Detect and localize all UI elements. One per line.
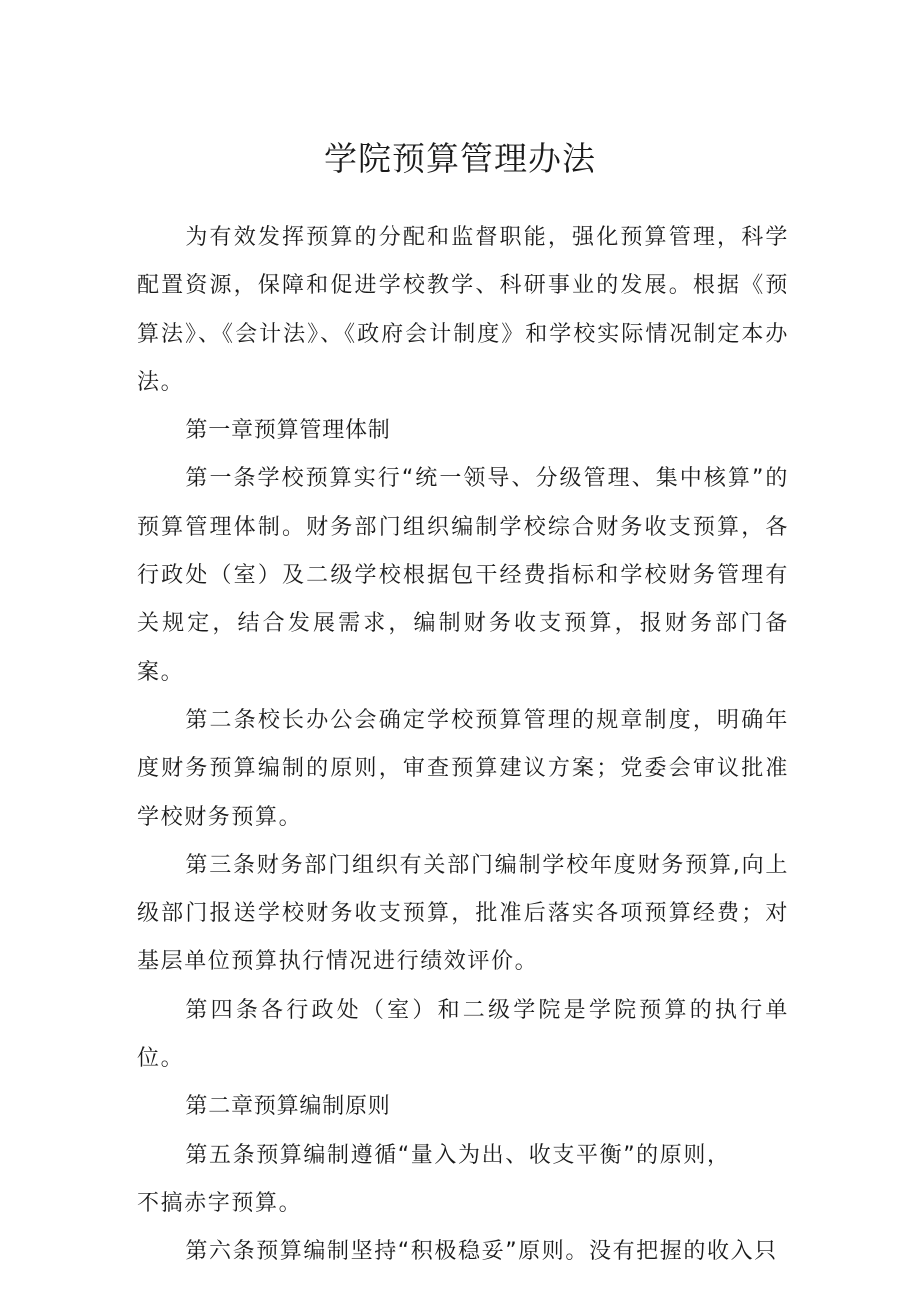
- chapter-heading-2: 第二章预算编制原则: [185, 1094, 391, 1120]
- paragraph-intro: 为有效发挥预算的分配和监督职能，强化预算管理，科学配置资源，保障和促进学校教学、科研事业的发展。根据《预算法》、《会计法》、《政府会计制度》和学校实际情况制定本办法。: [137, 225, 789, 395]
- article-2: 第二条校长办公会确定学校预算管理的规章制度，明确年度财务预算编制的原则，审查预算建议方案；党委会审议批准学校财务预算。: [137, 707, 789, 830]
- article-5-line-1: 第五条预算编制遵循“量入为出、收支平衡”的原则，: [185, 1142, 731, 1168]
- document-title: 学院预算管理办法: [324, 139, 596, 178]
- article-4: 第四条各行政处（室）和二级学院是学院预算的执行单位。: [137, 997, 789, 1072]
- article-5-line-2: 不搞赤字预算。: [137, 1190, 303, 1216]
- chapter-heading-1: 第一章预算管理体制: [185, 418, 391, 444]
- article-1: 第一条学校预算实行“统一领导、分级管理、集中核算”的预算管理体制。财务部门组织编制学校综合财务收支预算，各行政处（室）及二级学校根据包干经费指标和学校财务管理有关规定，结合发展需求，编制财务收支预算，报财务部门备案。: [137, 466, 789, 685]
- document-body: [137, 214, 789, 1277]
- article-5: [137, 1132, 789, 1229]
- article-6: 第六条预算编制坚持“积极稳妥”原则。没有把握的收入只: [185, 1239, 778, 1265]
- article-3: 第三条财务部门组织有关部门编制学校年度财务预算,向上级部门报送学校财务收支预算，批准后落实各项预算经费；对基层单位预算执行情况进行绩效评价。: [137, 852, 789, 975]
